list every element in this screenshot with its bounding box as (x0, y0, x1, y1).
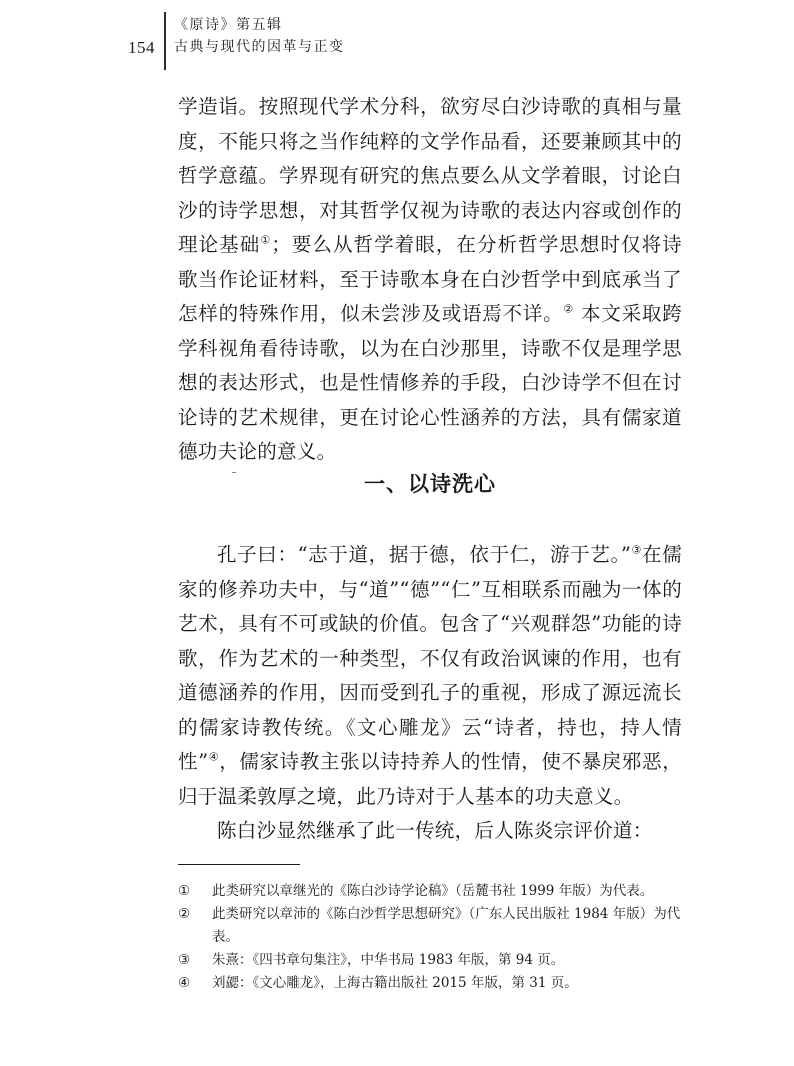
journal-title: 《原诗》第五辑 (174, 17, 283, 33)
paragraph (178, 538, 682, 814)
footnote-ref-1[interactable]: ① (260, 233, 272, 247)
header-divider (164, 12, 166, 70)
paragraph-text: ，儒家诗教主张以诗持养人的性情，使不暴戾邪恶，归于温柔敦厚之境，此乃诗对于人基本的功夫意义。 (178, 750, 682, 808)
paragraph-text: 学造诣。按照现代学术分科，欲穷尽白沙诗歌的真相与量度，不能只将之当作纯粹的文学作品看，还要兼顾其中的哲学意蕴。学界现有研究的焦点要么从文学着眼，讨论白沙的诗学思想，对其哲学仅视为诗歌的表达内容或创作的理论基础 (178, 95, 682, 256)
header-titles (174, 14, 345, 58)
paragraph-text: 本文采取跨学科视角看待诗歌，以为在白沙那里，诗歌不仅是理学思想的表达形式，也是性情修养的手段，白沙诗学不但在讨论诗的艺术规律，更在讨论心性涵养的方法，具有儒家道德功夫论的意义。 (178, 302, 683, 463)
paragraph-text: ；要么从哲学着眼，在分析哲学思想时仅将诗歌当作论证材料，至于诗歌本身在白沙哲学中到底承当了怎样的特殊作用，似未尝涉及或语焉不详。 (178, 233, 682, 325)
footnote-ref-2[interactable]: ② (563, 302, 575, 316)
journal-subtitle: 古典与现代的因革与正变 (174, 39, 345, 55)
footnote-text: 此类研究以章继光的《陈白沙诗学论稿》（岳麓书社 1999 年版）为代表。 (212, 883, 654, 899)
footnote-marker: ② (178, 906, 191, 922)
footnote-2 (178, 903, 682, 949)
footnote-3 (178, 949, 682, 972)
footnote-marker: ④ (178, 975, 191, 991)
footnote-marker: ③ (178, 952, 191, 968)
footnote-text: 此类研究以章沛的《陈白沙哲学思想研究》（广东人民出版社 1984 年版）为代表。 (212, 906, 681, 945)
footnotes (178, 880, 682, 995)
paragraph (178, 90, 682, 470)
paragraph-text: 在儒家的修养功夫中，与“道”“德”“仁”互相联系而融为一体的艺术，具有不可或缺的价值。包含了“兴观群怨”功能的诗歌，作为艺术的一种类型，不仅有政治讽谏的作用，也有道德涵养的作用，因而受到孔子的重视，形成了源远流长的儒家诗教传统。《文心雕龙》云“诗者，持也，持人情性” (178, 543, 682, 773)
footnote-marker: ① (178, 883, 191, 899)
footnote-text: 朱熹：《四书章句集注》，中华书局 1983 年版，第 94 页。 (212, 952, 565, 968)
footnote-divider (178, 864, 300, 865)
paragraph-text: 孔子曰：“志于道，据于德，依于仁，游于艺。” (217, 543, 632, 566)
section-body (178, 538, 682, 849)
page-number: 154 (128, 38, 155, 57)
paragraph: 陈白沙显然继承了此一传统，后人陈炎宗评价道： (217, 819, 653, 842)
footnote-text: 刘勰：《文心雕龙》，上海古籍出版社 2015 年版，第 31 页。 (212, 975, 578, 991)
section-heading: 一、以诗洗心 (364, 472, 496, 496)
footnote-4 (178, 972, 682, 995)
running-header (128, 8, 428, 70)
intro-text (178, 90, 682, 470)
footnote-ref-4[interactable]: ④ (208, 750, 220, 764)
footnote-1 (178, 880, 682, 903)
footnote-ref-3[interactable]: ③ (631, 543, 643, 557)
